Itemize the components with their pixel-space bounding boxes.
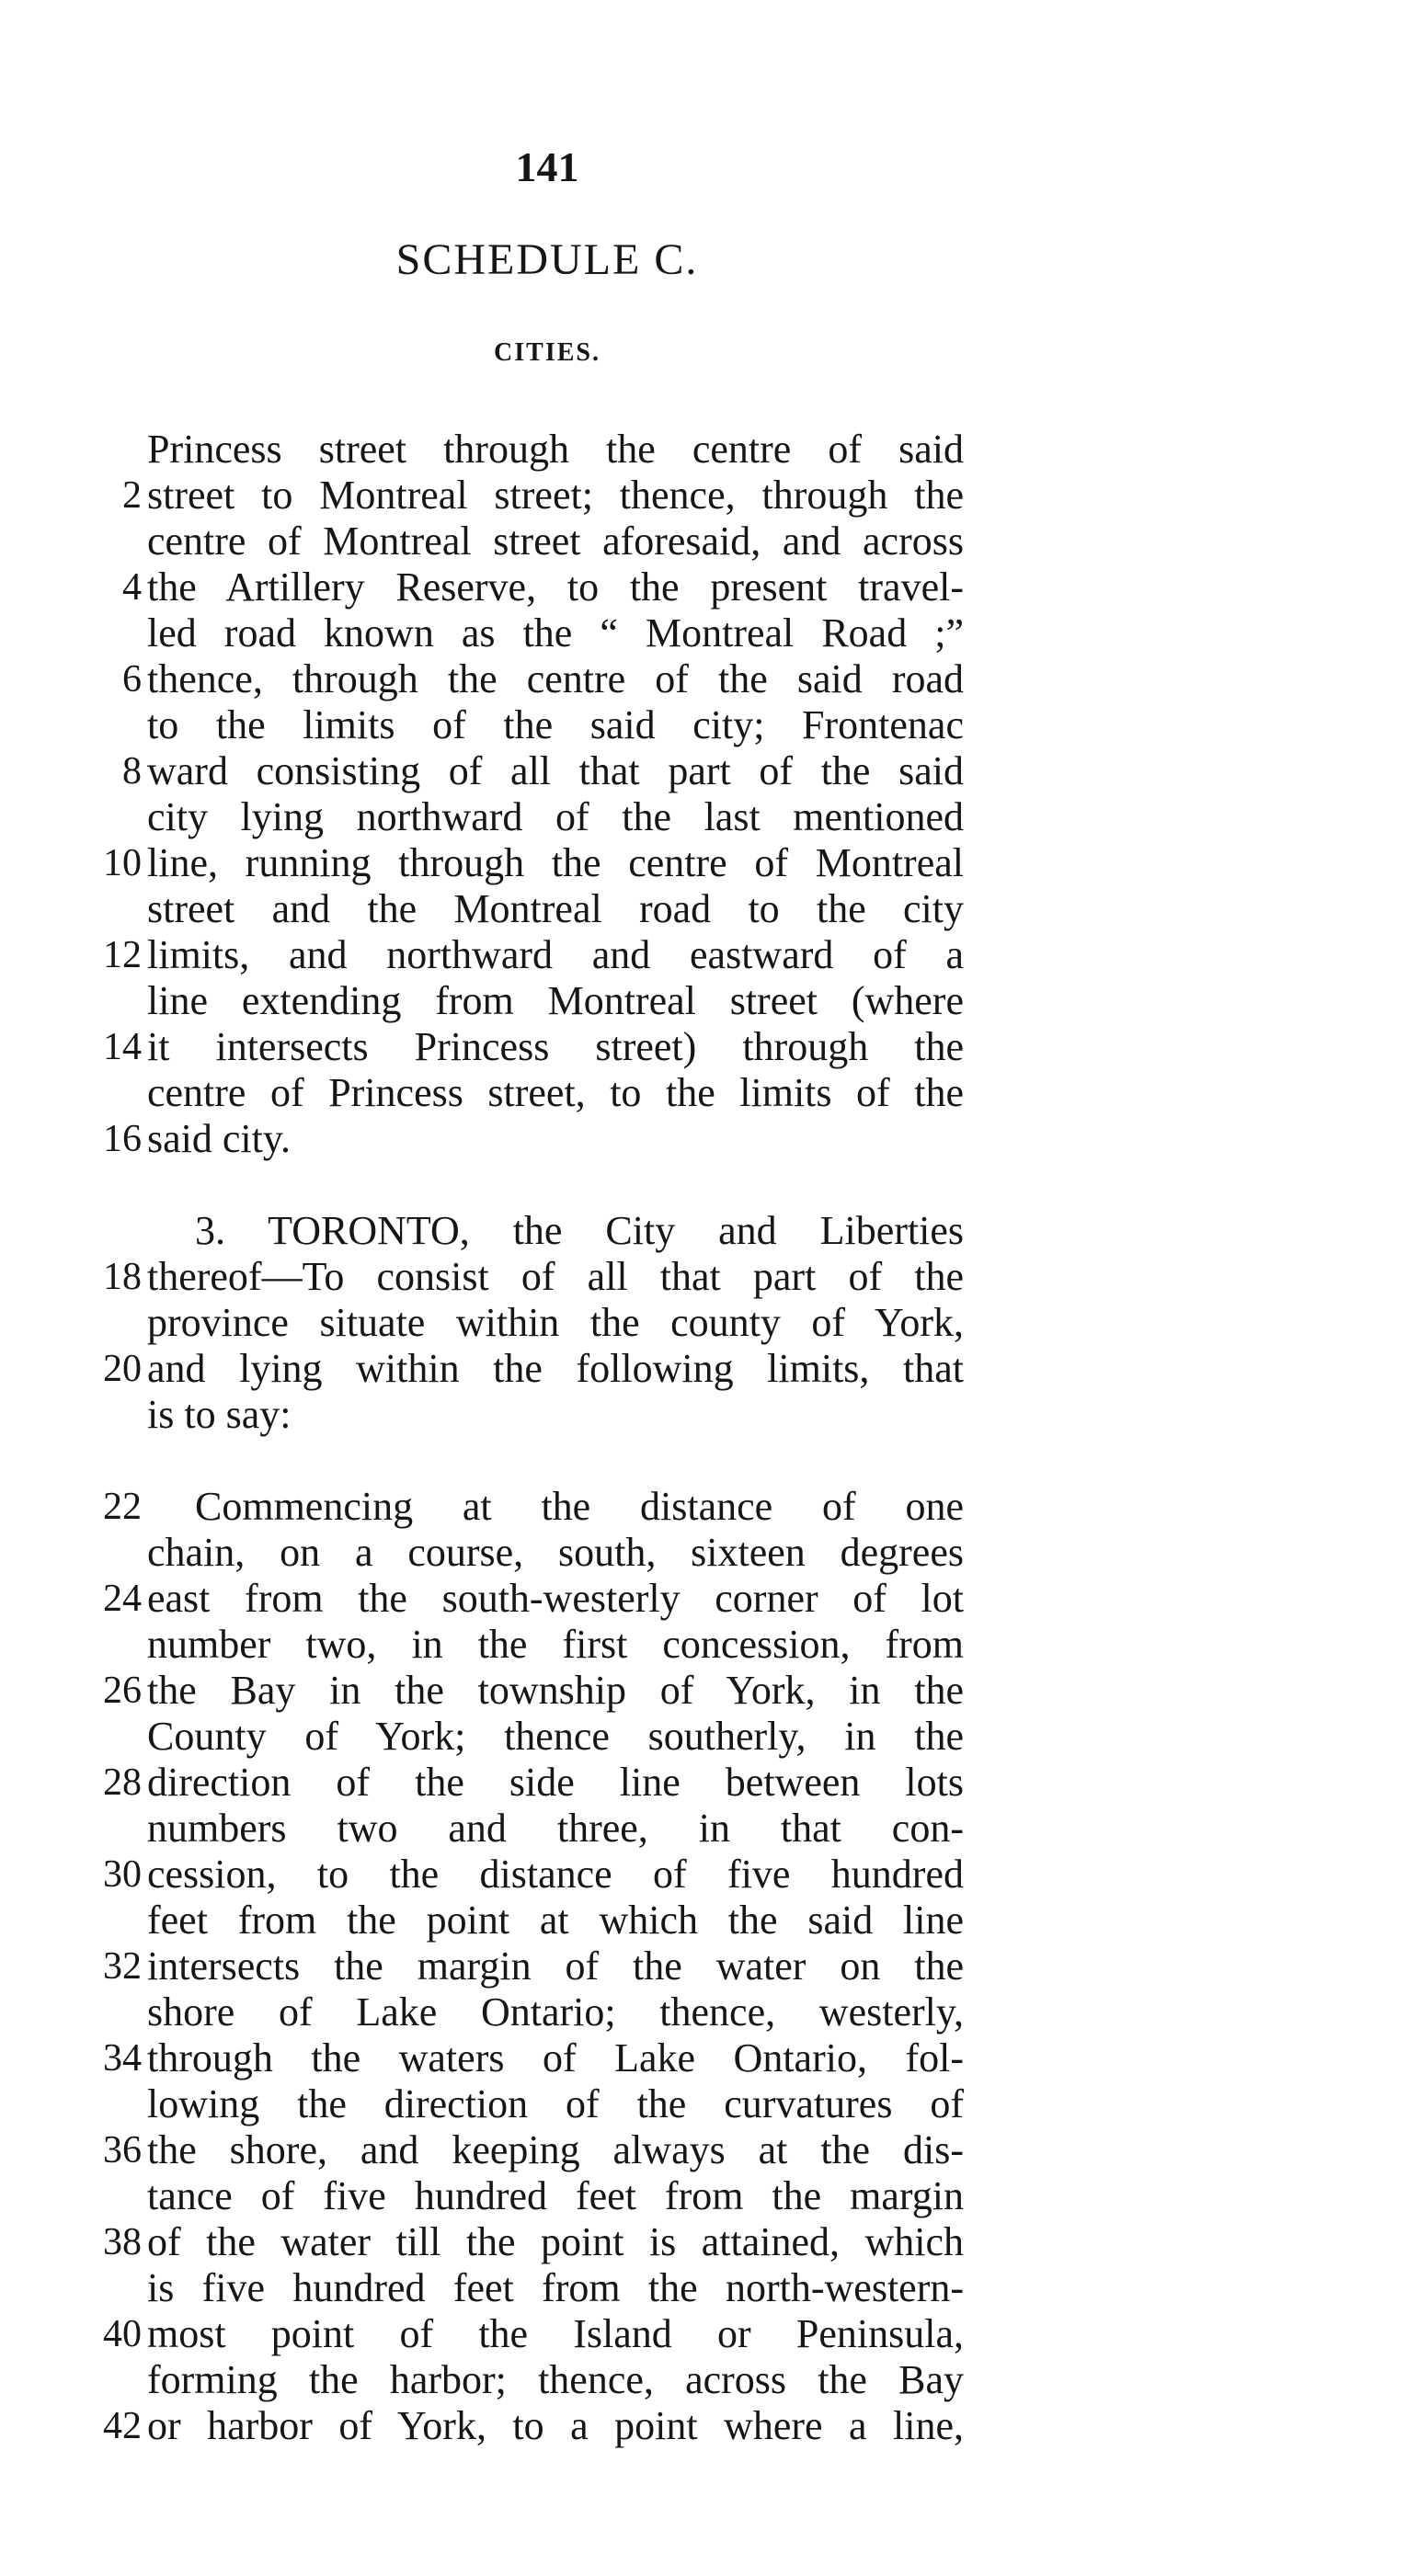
- text-line: line extending from Montreal street (where: [147, 978, 964, 1023]
- text-line: direction of the side line between lots: [147, 1760, 964, 1805]
- text-line: is to say:: [147, 1392, 292, 1437]
- line-number: 22: [103, 1486, 142, 1528]
- text-line: it intersects Princess street) through the: [147, 1024, 964, 1069]
- text-line: through the waters of Lake Ontario, fol-: [147, 2035, 964, 2080]
- text-line: forming the harbor; thence, across the Bay: [147, 2357, 964, 2402]
- text-line: or harbor of York, to a point where a line,: [147, 2403, 964, 2448]
- text-line: thereof—To consist of all that part of the: [147, 1254, 964, 1299]
- text-line: numbers two and three, in that con-: [147, 1806, 964, 1851]
- text-line: the shore, and keeping always at the dis-: [147, 2127, 964, 2172]
- line-number: 18: [103, 1256, 142, 1298]
- section-heading: CITIES.: [494, 338, 601, 367]
- text-line: line, running through the centre of Montreal: [147, 840, 964, 885]
- line-number: 16: [103, 1118, 142, 1160]
- line-number: 10: [103, 842, 142, 884]
- text-line: Princess street through the centre of said: [147, 427, 964, 472]
- text-line: lowing the direction of the curvatures of: [147, 2081, 964, 2126]
- text-line: led road known as the “ Montreal Road ;”: [147, 610, 964, 655]
- schedule-title: SCHEDULE C.: [395, 235, 699, 284]
- line-number: 34: [103, 2037, 142, 2080]
- text-line: limits, and northward and eastward of a: [147, 932, 964, 977]
- text-line: centre of Montreal street aforesaid, and across: [147, 519, 964, 564]
- line-number: 38: [103, 2221, 142, 2263]
- text-line: street and the Montreal road to the city: [147, 886, 964, 931]
- text-line: intersects the margin of the water on the: [147, 1943, 964, 1989]
- text-line: tance of five hundred feet from the margin: [147, 2173, 964, 2218]
- line-number: 6: [122, 658, 142, 701]
- text-line: number two, in the first concession, from: [147, 1622, 964, 1667]
- line-number: 28: [103, 1761, 142, 1804]
- line-number: 2: [122, 474, 142, 517]
- text-line: thence, through the centre of the said road: [147, 656, 964, 701]
- text-line: the Bay in the township of York, in the: [147, 1668, 964, 1713]
- text-line: 3. TORONTO, the City and Liberties: [195, 1208, 964, 1253]
- text-line: shore of Lake Ontario; thence, westerly,: [147, 1989, 964, 2035]
- line-number: 4: [122, 566, 142, 609]
- text-line: centre of Princess street, to the limits of the: [147, 1070, 964, 1115]
- text-line: is five hundred feet from the north-western-: [147, 2265, 964, 2310]
- text-line: said city.: [147, 1116, 291, 1161]
- line-number: 12: [103, 934, 142, 976]
- page-number: 141: [515, 143, 579, 190]
- text-line: east from the south-westerly corner of lot: [147, 1576, 964, 1621]
- line-number: 30: [103, 1853, 142, 1896]
- text-line: chain, on a course, south, sixteen degrees: [147, 1530, 964, 1575]
- text-line: ward consisting of all that part of the said: [147, 748, 964, 793]
- line-number: 14: [103, 1026, 142, 1068]
- text-line: of the water till the point is attained, which: [147, 2219, 964, 2264]
- text-line: street to Montreal street; thence, through the: [147, 473, 964, 518]
- text-line: Commencing at the distance of one: [195, 1484, 964, 1529]
- text-line: to the limits of the said city; Frontenac: [147, 702, 964, 747]
- text-line: province situate within the county of York,: [147, 1300, 964, 1345]
- line-number: 42: [103, 2405, 142, 2447]
- line-number: 32: [103, 1945, 142, 1988]
- text-line: cession, to the distance of five hundred: [147, 1852, 964, 1897]
- line-number: 36: [103, 2129, 142, 2171]
- text-line: County of York; thence southerly, in the: [147, 1714, 964, 1759]
- line-number: 40: [103, 2313, 142, 2355]
- line-number: 20: [103, 1348, 142, 1390]
- text-line: most point of the Island or Peninsula,: [147, 2311, 964, 2356]
- line-number: 26: [103, 1670, 142, 1712]
- text-line: the Artillery Reserve, to the present travel-: [147, 564, 964, 610]
- text-line: and lying within the following limits, that: [147, 1346, 964, 1391]
- line-number: 8: [122, 750, 142, 792]
- text-line: feet from the point at which the said line: [147, 1898, 964, 1943]
- text-line: city lying northward of the last mentioned: [147, 794, 964, 839]
- line-number: 24: [103, 1578, 142, 1620]
